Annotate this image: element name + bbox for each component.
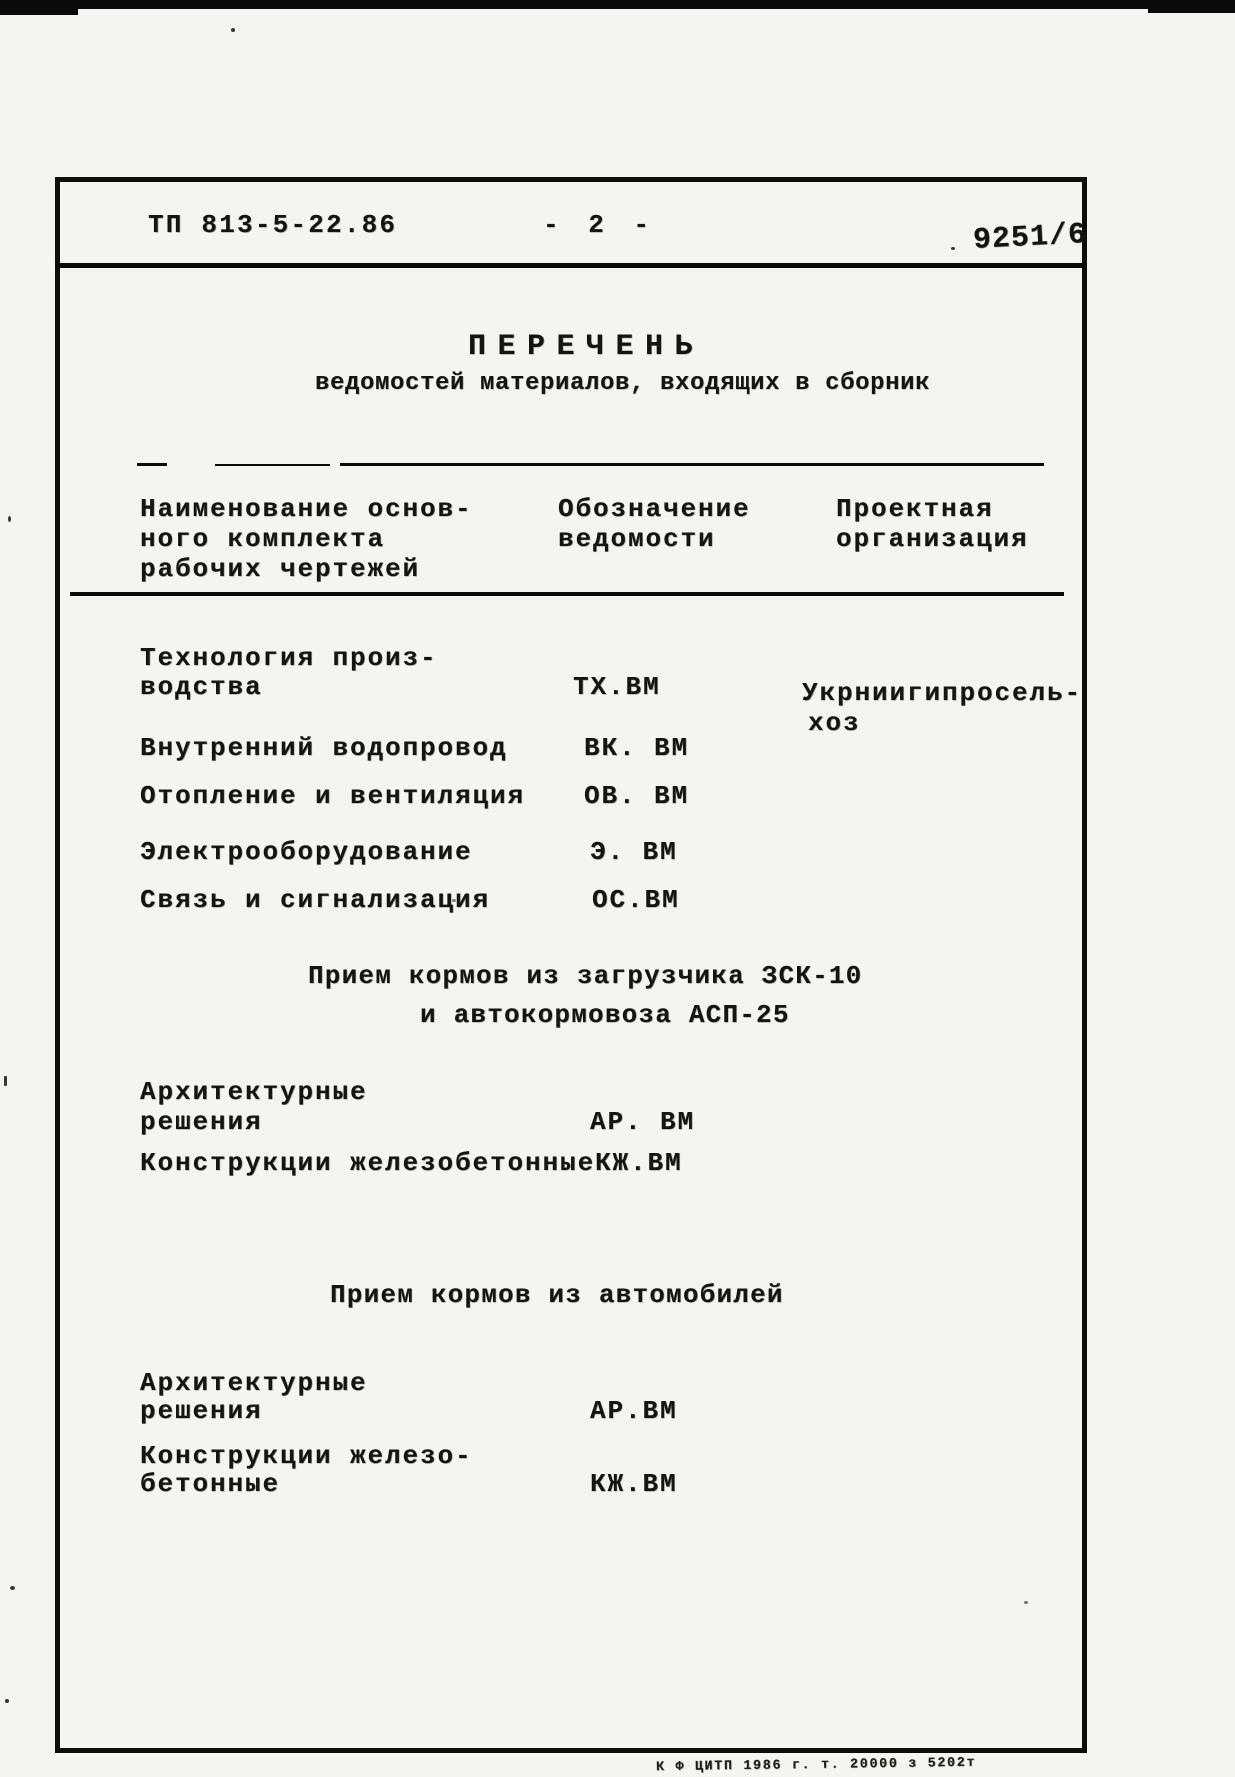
- row-name: решения: [140, 1107, 263, 1137]
- row-name: Связь и сигнализация: [140, 885, 491, 915]
- col-header-organization: Проектная: [836, 494, 994, 524]
- page-number: - 2 -: [543, 210, 657, 240]
- row-name: Архитектурные: [140, 1077, 368, 1107]
- row-org: хоз: [808, 708, 861, 738]
- row-name: решения: [140, 1396, 263, 1426]
- col-header-name: рабочих чертежей: [140, 554, 421, 584]
- row-name: Отопление и вентиляция: [140, 781, 526, 811]
- row-name: Технология произ-: [140, 643, 438, 673]
- col-header-name: Наименование основ-: [140, 494, 473, 524]
- table-rule-top: [215, 464, 330, 466]
- doc-code: ТП 813-5-22.86: [148, 210, 398, 240]
- scan-edge-top-right: [1148, 0, 1235, 13]
- row-name: Внутренний водопровод: [140, 733, 508, 763]
- scan-edge-top: [0, 0, 1235, 9]
- col-header-organization: организация: [836, 524, 1029, 554]
- col-header-name: ного комплекта: [140, 524, 386, 554]
- col-header-designation: Обозначение: [558, 494, 751, 524]
- scan-speck: [8, 516, 11, 522]
- row-name: Конструкции железобетонные: [140, 1148, 596, 1178]
- row-code: ТХ.ВМ: [573, 672, 661, 702]
- scan-speck: [4, 1076, 7, 1086]
- scan-speck: [5, 1699, 9, 1703]
- row-code: ВК. ВМ: [584, 733, 690, 763]
- row-code: ОС.ВМ: [592, 885, 680, 915]
- row-code: Э. ВМ: [590, 837, 678, 867]
- handwritten-ref: 9251/6: [972, 218, 1088, 258]
- row-org: Укрниигипросель-: [802, 678, 1083, 708]
- row-name: водства: [140, 672, 263, 702]
- row-code: АР.ВМ: [590, 1396, 678, 1426]
- row-code: КЖ.ВМ: [595, 1148, 683, 1178]
- header-strip-divider: [55, 263, 1087, 268]
- row-name: бетонные: [140, 1469, 281, 1499]
- scan-edge-top-left: [0, 0, 78, 15]
- row-name: Конструкции железо-: [140, 1441, 473, 1471]
- table-rule-bottom: [70, 592, 1064, 596]
- row-name: Электрооборудование: [140, 837, 473, 867]
- section-heading: Прием кормов из загрузчика ЗСК-10: [308, 961, 863, 991]
- table-rule-top: [137, 463, 167, 466]
- print-imprint: К Ф ЦИТП 1986 г. т. 20000 з 5202т: [655, 1755, 977, 1776]
- page-title: ПЕРЕЧЕНЬ: [468, 330, 705, 364]
- section-heading: Прием кормов из автомобилей: [330, 1280, 784, 1310]
- section-heading: и автокормовоза АСП-25: [420, 1000, 790, 1030]
- scan-speck: [10, 1586, 15, 1590]
- scan-speck: [231, 28, 235, 32]
- row-code: ОВ. ВМ: [584, 781, 690, 811]
- row-code: КЖ.ВМ: [590, 1469, 678, 1499]
- table-rule-top: [340, 463, 1044, 466]
- row-code: АР. ВМ: [590, 1107, 696, 1137]
- col-header-designation: ведомости: [558, 524, 716, 554]
- row-name: Архитектурные: [140, 1368, 368, 1398]
- page-subtitle: ведомостей материалов, входящих в сборник: [315, 370, 931, 397]
